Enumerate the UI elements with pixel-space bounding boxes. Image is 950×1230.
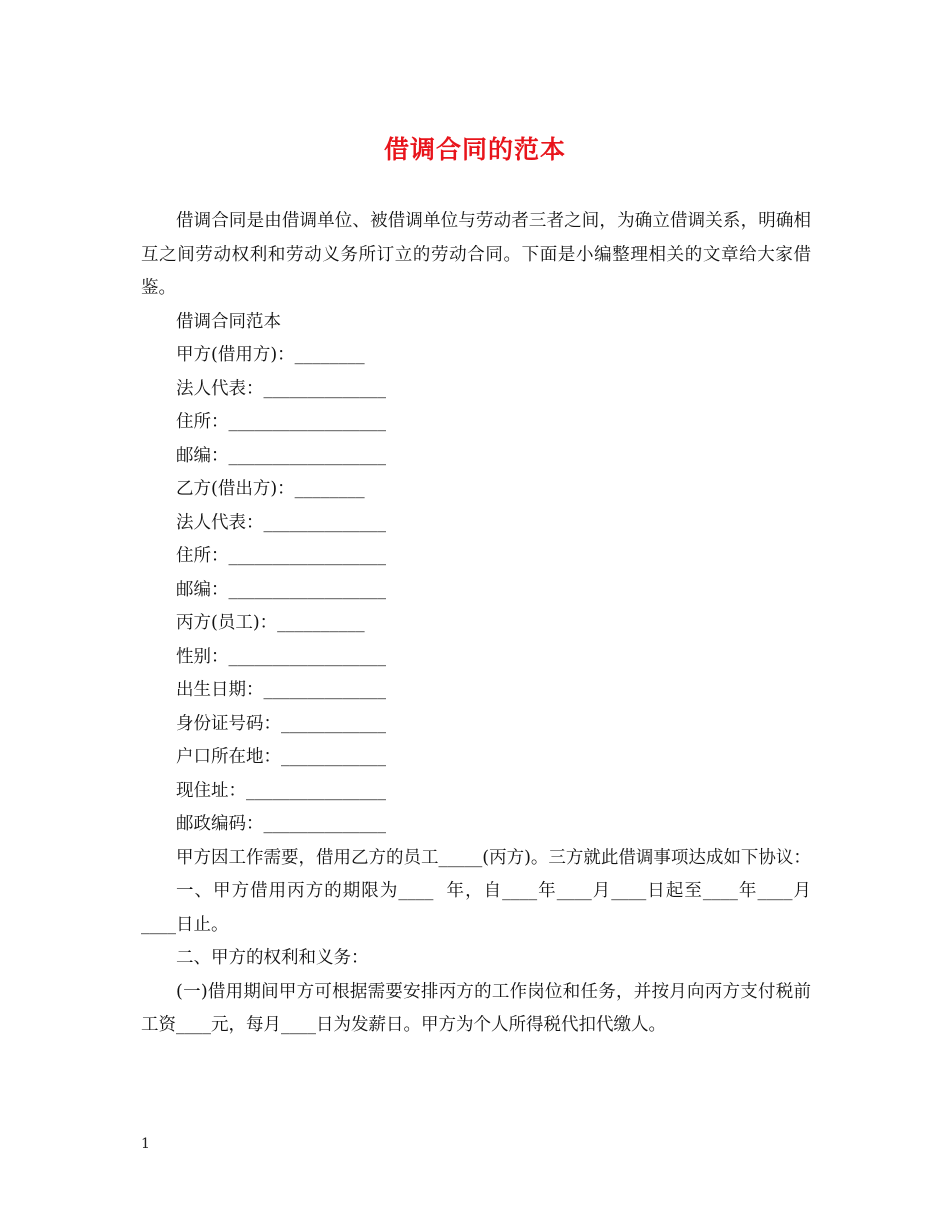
document-body [141, 205, 811, 1043]
clause-two-item-one: (一)借用期间甲方可根据需要安排丙方的工作岗位和任务，并按月向丙方支付税前工资____元，每月____日为发薪日。甲方为个人所得税代扣代缴人。 [141, 981, 811, 1035]
document-title: 借调合同的范本 [383, 135, 566, 164]
party-a-legal-rep-field: 法人代表：______________ [176, 378, 386, 399]
party-b-legal-rep-field: 法人代表：______________ [176, 512, 386, 533]
party-c-name-field: 丙方(员工)：__________ [176, 613, 365, 633]
postal-code-field: 邮政编码：______________ [176, 814, 386, 834]
gender-field: 性别：__________________ [176, 646, 386, 667]
id-number-field: 身份证号码：____________ [176, 713, 386, 734]
party-b-name-field: 乙方(借出方)：________ [176, 479, 365, 499]
current-address-field: 现住址：________________ [176, 780, 386, 801]
clause-two-heading: 二、甲方的权利和义务： [176, 948, 369, 968]
section-heading: 借调合同范本 [176, 311, 281, 332]
birth-date-field: 出生日期：______________ [176, 680, 386, 700]
intro-paragraph: 借调合同是由借调单位、被借调单位与劳动者三者之间，为确立借调关系，明确相互之间劳动权利和劳动义务所订立的劳动合同。下面是小编整理相关的文章给大家借鉴。 [141, 211, 811, 298]
party-b-address-field: 住所：__________________ [176, 546, 386, 566]
agreement-preamble: 甲方因工作需要，借用乙方的员工_____(丙方)。三方就此借调事项达成如下协议： [176, 847, 811, 868]
household-registration-field: 户口所在地：____________ [176, 747, 386, 767]
party-a-postcode-field: 邮编：__________________ [176, 445, 386, 466]
page-number: 1 [141, 1136, 150, 1152]
clause-one: 一、甲方借用丙方的期限为____ 年，自____年____月____日起至____年____月____日止。 [141, 881, 811, 935]
party-a-name-field: 甲方(借用方)：________ [176, 345, 365, 365]
party-b-postcode-field: 邮编：__________________ [176, 579, 386, 600]
party-a-address-field: 住所：__________________ [176, 412, 386, 432]
